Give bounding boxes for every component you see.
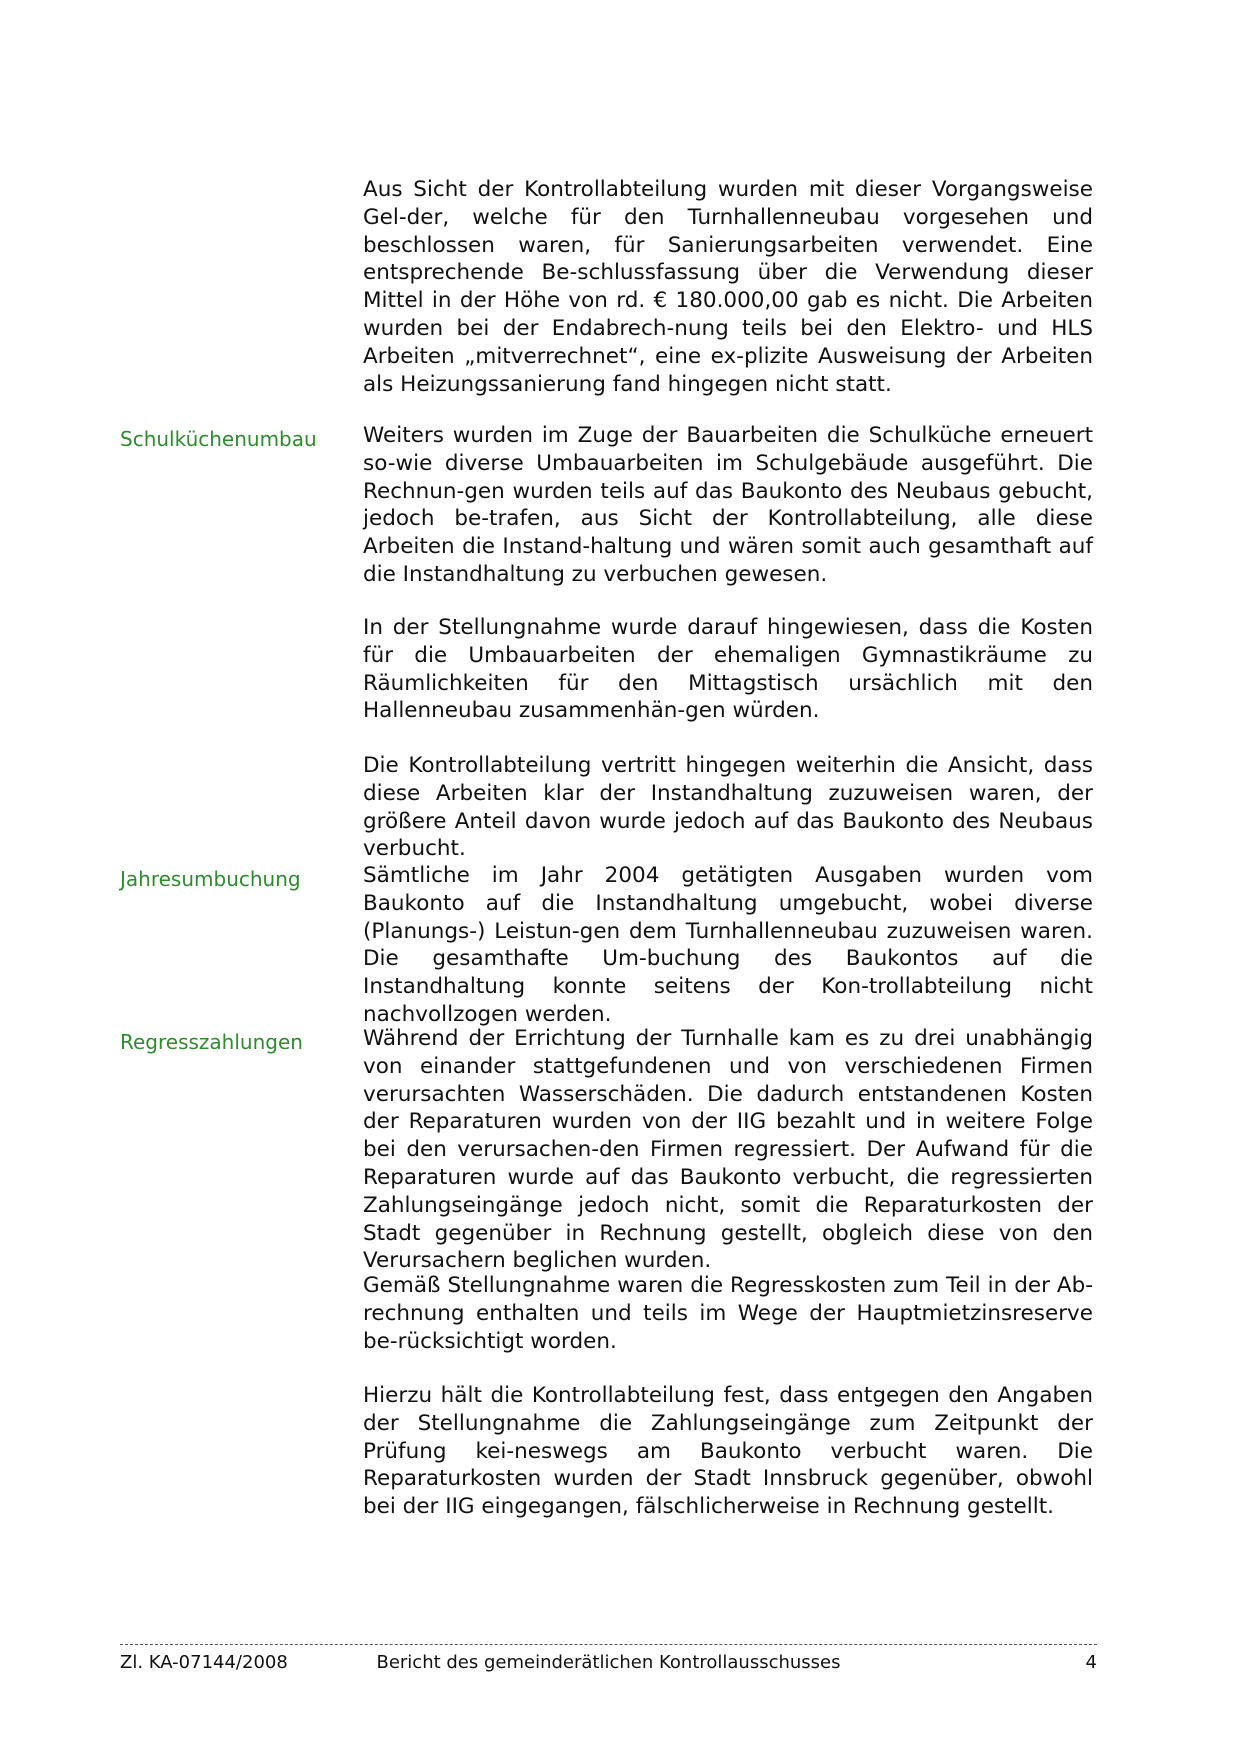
body-paragraph: Sämtliche im Jahr 2004 getätigten Ausgaben wurden vom Baukonto auf die Instandhaltung umgebucht, wobei diverse (Planungs-) Leistun-gen dem Turnhallenneubau zuzuweisen waren. Die gesamthafte Um-buchung des Baukontos auf die Instandhaltung konnte seitens der Kon-trollabteilung nicht nachvollzogen werden. <box>363 863 1093 1027</box>
side-label-schulkuechenumbau: Schulküchenumbau <box>120 427 317 451</box>
body-paragraph: Aus Sicht der Kontrollabteilung wurden mit dieser Vorgangsweise Gel-der, welche für den Turnhallenneubau vorgesehen und beschlossen waren, für Sanierungsarbeiten verwendet. Eine entsprechende Be-schlussfassung über die Verwendung dieser Mittel in der Höhe von rd. € 180.000,00 gab es nicht. Die Arbeiten wurden bei der Endabrech-nung teils bei den Elektro- und HLS Arbeiten „mitverrechnet“, eine ex-plizite Ausweisung der Arbeiten als Heizungssanierung fand hingegen nicht statt. <box>363 177 1093 397</box>
paragraph-block <box>120 176 1100 398</box>
side-label-regresszahlungen: Regresszahlungen <box>120 1030 303 1054</box>
paragraph-block <box>120 752 1100 863</box>
paragraph-block <box>120 1382 1100 1521</box>
footer-title: Bericht des gemeinderätlichen Kontrollausschusses <box>376 1652 841 1673</box>
paragraph-block <box>120 1272 1100 1355</box>
paragraph-block <box>120 862 1100 1029</box>
body-paragraph: Die Kontrollabteilung vertritt hingegen weiterhin die Ansicht, dass diese Arbeiten klar der Instandhaltung zuzuweisen waren, der größere Anteil davon wurde jedoch auf das Baukonto des Neubaus verbucht. <box>363 753 1093 862</box>
body-paragraph: Während der Errichtung der Turnhalle kam es zu drei unabhängig von einander stattgefundenen und von verschiedenen Firmen verursachten Wasserschäden. Die dadurch entstandenen Kosten der Reparaturen wurden von der IIG bezahlt und in weitere Folge bei den verursachen-den Firmen regressiert. Der Aufwand für die Reparaturen wurde auf das Baukonto verbucht, die regressierten Zahlungseingänge jedoch nicht, somit die Reparaturkosten der Stadt gegenüber in Rechnung gestellt, obgleich diese von den Verursachern beglichen wurden. <box>363 1026 1093 1274</box>
side-label-jahresumbuchung: Jahresumbuchung <box>120 867 301 891</box>
paragraph-block <box>120 422 1100 589</box>
paragraph-block <box>120 614 1100 725</box>
paragraph-block <box>120 1025 1100 1275</box>
body-paragraph: Weiters wurden im Zuge der Bauarbeiten die Schulküche erneuert so-wie diverse Umbauarbeiten im Schulgebäude ausgeführt. Die Rechnun-gen wurden teils auf das Baukonto des Neubaus gebucht, jedoch be-trafen, aus Sicht der Kontrollabteilung, alle diese Arbeiten die Instand-haltung und wären somit auch gesamthaft auf die Instandhaltung zu verbuchen gewesen. <box>363 423 1093 587</box>
page-number: 4 <box>1085 1652 1097 1673</box>
footer-divider <box>120 1644 1097 1645</box>
body-paragraph: Hierzu hält die Kontrollabteilung fest, dass entgegen den Angaben der Stellungnahme die Zahlungseingänge zum Zeitpunkt der Prüfung kei-neswegs am Baukonto verbucht waren. Die Reparaturkosten wurden der Stadt Innsbruck gegenüber, obwohl bei der IIG eingegangen, fälschlicherweise in Rechnung gestellt. <box>363 1383 1093 1520</box>
body-paragraph: In der Stellungnahme wurde darauf hingewiesen, dass die Kosten für die Umbauarbeiten der ehemaligen Gymnastikräume zu Räumlichkeiten für den Mittagstisch ursächlich mit den Hallenneubau zusammenhän-gen würden. <box>363 615 1093 724</box>
body-paragraph: Gemäß Stellungnahme waren die Regresskosten zum Teil in der Ab-rechnung enthalten und teils im Wege der Hauptmietzinsreserve be-rücksichtigt worden. <box>363 1273 1093 1354</box>
footer-reference: Zl. KA-07144/2008 <box>120 1652 288 1673</box>
